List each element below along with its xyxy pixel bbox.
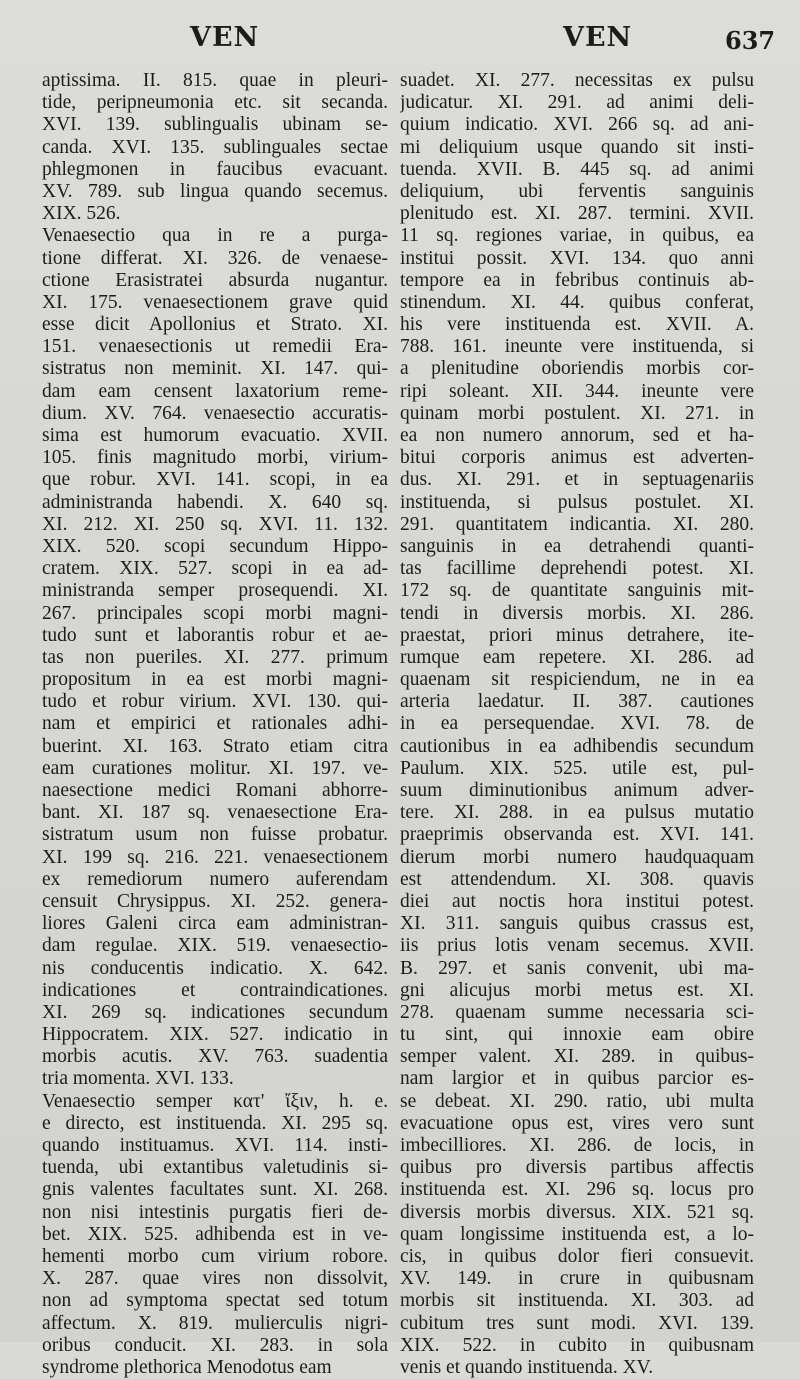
text-line: Venaesectio semper κατ' ἴξιν, h. e.	[42, 1090, 388, 1112]
text-line: cautionibus in ea adhibendis secundum	[400, 735, 754, 757]
text-line: est attendendum. XI. 308. quavis	[400, 868, 754, 890]
text-line: tas facillime deprehendi potest. XI.	[400, 558, 754, 580]
text-line: ea non numero annorum, sed et ha-	[400, 425, 754, 446]
text-line: censuit Chrysippus. XI. 252. genera-	[42, 890, 388, 912]
text-line: XI. 199 sq. 216. 221. venaesectionem	[42, 846, 388, 868]
text-line: XV. 149. in crure in quibusnam	[400, 1268, 754, 1290]
text-line: ripi soleant. XII. 344. ineunte vere	[400, 380, 754, 402]
text-line: tuenda, ubi extantibus valetudinis si-	[42, 1157, 388, 1179]
text-line: XIX. 520. scopi secundum Hippo-	[42, 535, 388, 557]
text-line: cubitum tres sunt modi. XVI. 139.	[400, 1312, 754, 1334]
text-line: his vere instituenda est. XVII. A.	[400, 314, 754, 336]
text-line: eam curationes molitur. XI. 197. ve-	[42, 757, 388, 779]
text-line: 267. principales scopi morbi magni-	[42, 602, 388, 624]
text-line: arteria laedatur. II. 387. cautiones	[400, 691, 754, 713]
text-line: non ad symptoma spectat sed totum	[42, 1290, 388, 1312]
text-line: tione differat. XI. 326. de venaese-	[42, 247, 388, 269]
text-line: suum diminutionibus animum adver-	[400, 780, 754, 801]
text-line: quam longissime instituenda est, a lo-	[400, 1223, 754, 1245]
text-line: tendi in diversis morbis. XI. 286.	[400, 602, 754, 624]
text-line: hementi morbo cum virium robore.	[42, 1245, 388, 1267]
text-line: tudo sunt et laborantis robur et ae-	[42, 624, 388, 646]
text-line: 105. finis magnitudo morbi, virium-	[42, 447, 388, 469]
text-line: ex remediorum numero auferendam	[42, 868, 388, 890]
text-line: aptissima. II. 815. quae in pleuri-	[42, 70, 388, 91]
left-running-head: VEN	[190, 22, 260, 53]
text-line: Hippocratem. XIX. 527. indicatio in	[42, 1024, 388, 1046]
text-line: nis conducentis indicatio. X. 642.	[42, 957, 388, 979]
text-line: canda. XVI. 135. sublinguales sectae	[42, 136, 388, 158]
text-line: diversis morbis diversus. XIX. 521 sq.	[400, 1201, 754, 1223]
text-line: institui possit. XVI. 134. quo anni	[400, 247, 754, 269]
text-line: administranda habendi. X. 640 sq.	[42, 491, 388, 513]
text-line: in ea persequendae. XVI. 78. de	[400, 713, 754, 735]
text-line: propositum in ea est morbi magni-	[42, 669, 388, 691]
text-line: evacuatione opus est, vires vero sunt	[400, 1112, 754, 1134]
text-line: bant. XI. 187 sq. venaesectione Era-	[42, 802, 388, 824]
text-line: instituenda, si pulsus postulet. XI.	[400, 491, 754, 513]
running-header	[0, 22, 800, 62]
text-line: tria momenta. XVI. 133.	[42, 1068, 234, 1090]
text-line: esse dicit Apollonius et Strato. XI.	[42, 314, 388, 336]
text-line: XI. 212. XI. 250 sq. XVI. 11. 132.	[42, 513, 388, 535]
text-line: semper valent. XI. 289. in quibus-	[400, 1046, 754, 1068]
text-line: 291. quantitatem indicantia. XI. 280.	[400, 513, 754, 535]
text-line: venis et quando instituenda. XV.	[400, 1356, 654, 1378]
page-number: 637	[725, 26, 776, 55]
text-line: deliquium, ubi ferventis sanguinis	[400, 180, 754, 202]
text-line: Venaesectio qua in re a purga-	[42, 225, 388, 247]
text-line: praeprimis observanda est. XVI. 141.	[400, 824, 754, 846]
text-line: cratem. XIX. 527. scopi in ea ad-	[42, 558, 388, 580]
text-line: e directo, est instituenda. XI. 295 sq.	[42, 1112, 388, 1134]
text-line: 788. 161. ineunte vere instituenda, si	[400, 336, 754, 358]
text-line: quibus pro diversis partibus affectis	[400, 1157, 754, 1179]
text-line: liores Galeni circa eam administran-	[42, 913, 388, 935]
text-line: bitui corporis animus est adverten-	[400, 447, 754, 469]
text-line: oribus conducit. XI. 283. in sola	[42, 1334, 388, 1356]
text-line: dam regulae. XIX. 519. venaesectio-	[42, 935, 388, 957]
text-line: 151. venaesectionis ut remedii Era-	[42, 336, 388, 358]
left-text-column	[42, 70, 388, 1379]
text-line: plenitudo est. XI. 287. termini. XVII.	[400, 203, 754, 225]
text-line: B. 297. et sanis convenit, ubi ma-	[400, 957, 754, 979]
text-line: ministranda semper prosequendi. XI.	[42, 580, 388, 602]
text-line: XI. 269 sq. indicationes secundum	[42, 1001, 388, 1023]
text-line: quando instituamus. XVI. 114. insti-	[42, 1135, 388, 1156]
text-line: X. 287. quae vires non dissolvit,	[42, 1268, 388, 1290]
text-line: quium indicatio. XVI. 266 sq. ad ani-	[400, 114, 754, 136]
text-line: diei aut noctis hora institui potest.	[400, 890, 754, 912]
text-line: cis, in quibus dolor fieri consuevit.	[400, 1245, 754, 1267]
text-line: nam largior et in quibus parcior es-	[400, 1068, 754, 1090]
text-line: naesectione medici Romani abhorre-	[42, 780, 388, 801]
text-line: sistratum usum non fuisse probatur.	[42, 824, 388, 846]
text-line: dus. XI. 291. et in septuagenariis	[400, 469, 754, 491]
right-text-column	[400, 70, 754, 1379]
text-line: dierum morbi numero haudquaquam	[400, 846, 754, 868]
text-line: tere. XI. 288. in ea pulsus mutatio	[400, 802, 754, 824]
right-running-head: VEN	[563, 22, 633, 53]
text-line: quaenam sit respiciendum, ne in ea	[400, 669, 754, 691]
text-line: stinendum. XI. 44. quibus conferat,	[400, 291, 754, 313]
text-line: syndrome plethorica Menodotus eam	[42, 1356, 332, 1378]
text-line: tuenda. XVII. B. 445 sq. ad animi	[400, 158, 754, 180]
text-line: imbecilliores. XI. 286. de locis, in	[400, 1135, 754, 1156]
text-line: que robur. XVI. 141. scopi, in ea	[42, 469, 388, 491]
text-line: suadet. XI. 277. necessitas ex pulsu	[400, 70, 754, 91]
text-line: instituenda est. XI. 296 sq. locus pro	[400, 1179, 754, 1201]
text-line: 278. quaenam summe necessaria sci-	[400, 1001, 754, 1023]
text-line: a plenitudine oboriendis morbis cor-	[400, 358, 754, 380]
text-line: gnis valentes facultates sunt. XI. 268.	[42, 1179, 388, 1201]
text-line: bet. XIX. 525. adhibenda est in ve-	[42, 1223, 388, 1245]
text-line: XV. 789. sub lingua quando secemus.	[42, 180, 388, 202]
text-line: gni alicujus morbi metus est. XI.	[400, 979, 754, 1001]
text-line: XI. 311. sanguis quibus crassus est,	[400, 913, 754, 935]
text-line: indicationes et contraindicationes.	[42, 979, 388, 1001]
text-line: 172 sq. de quantitate sanguinis mit-	[400, 580, 754, 602]
text-line: XIX. 526.	[42, 203, 121, 225]
text-line: XI. 175. venaesectionem grave quid	[42, 291, 388, 313]
text-line: tas non pueriles. XI. 277. primum	[42, 646, 388, 668]
text-line: XIX. 522. in cubito in quibusnam	[400, 1334, 754, 1356]
text-line: iis prius lotis venam secemus. XVII.	[400, 935, 754, 957]
text-line: rumque eam repetere. XI. 286. ad	[400, 646, 754, 668]
text-line: 11 sq. regiones variae, in quibus, ea	[400, 225, 754, 247]
text-line: sanguinis in ea detrahendi quanti-	[400, 535, 754, 557]
text-line: tide, peripneumonia etc. sit secanda.	[42, 92, 388, 114]
text-line: judicatur. XI. 291. ad animi deli-	[400, 92, 754, 114]
text-line: nam et empirici et rationales adhi-	[42, 713, 388, 735]
text-line: praestat, priori minus detrahere, ite-	[400, 624, 754, 646]
text-line: sima est humorum evacuatio. XVII.	[42, 425, 388, 446]
text-line: dium. XV. 764. venaesectio accuratis-	[42, 402, 388, 424]
text-line: quinam morbi postulent. XI. 271. in	[400, 402, 754, 424]
text-line: affectum. X. 819. mulierculis nigri-	[42, 1312, 388, 1334]
text-line: non nisi intestinis purgatis fieri de-	[42, 1201, 388, 1223]
text-line: morbis acutis. XV. 763. suadentia	[42, 1046, 388, 1068]
text-line: phlegmonen in faucibus evacuant.	[42, 158, 388, 180]
text-line: dam eam censent laxatorium reme-	[42, 380, 388, 402]
text-line: tu sint, qui innoxie eam obire	[400, 1024, 754, 1046]
text-line: ctione Erasistratei absurda nugantur.	[42, 269, 388, 291]
text-line: tudo et robur virium. XVI. 130. qui-	[42, 691, 388, 713]
text-line: buerint. XI. 163. Strato etiam citra	[42, 735, 388, 757]
text-line: tempore ea in febribus continuis ab-	[400, 269, 754, 291]
text-line: morbis sit instituenda. XI. 303. ad	[400, 1290, 754, 1312]
text-line: sistratus non meminit. XI. 147. qui-	[42, 358, 388, 380]
text-line: mi deliquium usque quando sit insti-	[400, 136, 754, 158]
text-line: XVI. 139. sublingualis ubinam se-	[42, 114, 388, 136]
text-line: se debeat. XI. 290. ratio, ubi multa	[400, 1090, 754, 1112]
text-line: Paulum. XIX. 525. utile est, pul-	[400, 757, 754, 779]
